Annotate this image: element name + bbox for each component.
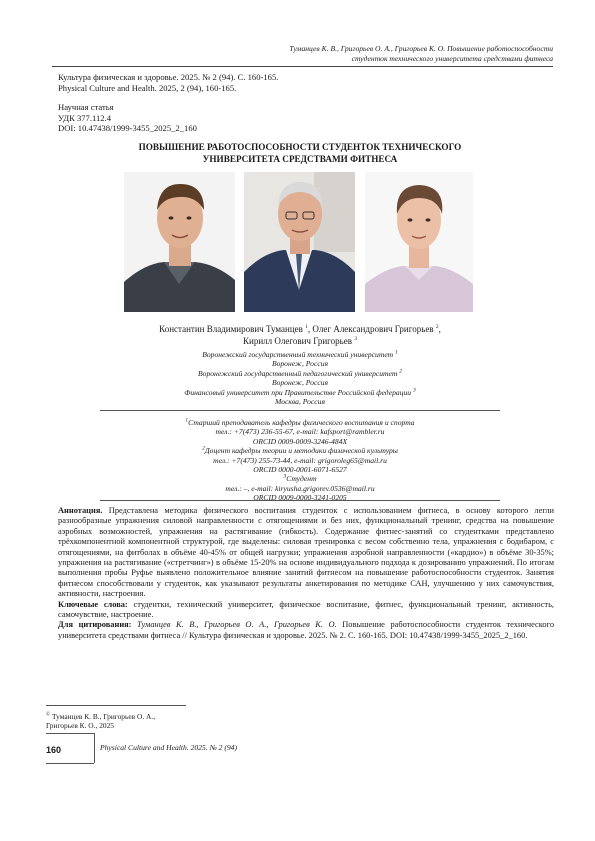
footer-journal: Physical Culture and Health. 2025. № 2 (94) <box>100 743 238 752</box>
title-line2: УНИВЕРСИТЕТА СРЕДСТВАМИ ФИТНЕСА <box>202 153 398 164</box>
contact-1-tel: тел.: +7(473) 236-55-67, e-mail: kafsport@rambler.ru <box>215 427 385 437</box>
running-header-line2: студенток технического университета средствами фитнеса <box>351 54 553 63</box>
contact-2-orcid: ORCID 0000-0001-6071-6527 <box>253 465 347 475</box>
copyright-footnote: © Туманцев К. В., Григорьев О. А., Григорьев К. О., 2025 <box>46 711 156 731</box>
article-title <box>90 142 510 165</box>
abstract-label: Аннотация. <box>58 506 103 515</box>
contact-2-tel: тел.: +7(473) 255-73-44, e-mail: grigoroleg65@mail.ru <box>213 455 387 465</box>
affiliation-2-city: Воронеж, Россия <box>271 378 329 388</box>
author-photo-2 <box>244 172 355 312</box>
citation-block <box>58 72 278 93</box>
contact-1-orcid: ORCID 0009-0009-3246-484X <box>252 436 348 446</box>
article-meta <box>58 102 197 134</box>
journal-ru: Культура физическая и здоровье. 2025. № 2 (94). С. 160-165. <box>58 72 279 82</box>
affiliation-rule <box>100 410 500 411</box>
affiliation-1-city: Воронеж, Россия <box>271 359 329 369</box>
title-line1: ПОВЫШЕНИЕ РАБОТОСПОСОБНОСТИ СТУДЕНТОК ТЕХНИЧЕСКОГО <box>138 142 462 152</box>
udk: УДК 377.112.4 <box>58 112 112 123</box>
affiliation-1: Воронежский государственный технический университет $^1$ <box>202 349 398 359</box>
citation-text: Повышение работоспособности студенток технического университета средствами фитнеса // Культура физическая и здоровье. 2025. № 2. С. 160-165. DOI: 10.47438/1999-3455_2025_2_160. <box>58 620 555 640</box>
header-rule <box>52 66 553 67</box>
running-header-line1: Туманцев К. В., Григорьев О. А., Григорьев К. О. Повышение работоспособности <box>289 44 553 53</box>
author-contacts <box>100 418 500 503</box>
abstract-text: Представлена методика физического воспитания студенток с использованием фитнеса, в основу которого легли разнообразные упражнения силовой направленности с отягощениями и без них, функциональный тренинг, средства на повышение аэробных возможностей, упражнения на растягивание (гибкость). Содержание фитнес-занятий со студентками представлено трёхкомпонентной компонентной структурой, где выделены: силовая тренировка с весом собственно тела, упражнения с бодибаром, с отягощениями, на фитболах в объёме 40-45% от общей нагрузки; упражнения аэробной направленности («кардио») в объёме 30-35%; упражнения на растягивание («стретчинг») в объёме 15-20% на основе индивидуального подхода к дозированию упражнений. По итогам выполнения пробы Руфье выявлено положительное влияние занятий фитнесом на повышение работоспособности студенток. Занятия фитнесом способствовали у студенток, как указывают результаты анкетирования по методике САН, улучшению у них самочувствия, активности, настроения. <box>58 506 554 599</box>
author-3: Кирилл Олегович Григорьев <box>243 336 352 346</box>
author-1-sup: 1 <box>305 324 308 330</box>
affiliations <box>110 350 490 406</box>
footer-rule-bottom <box>46 763 94 764</box>
author-photo-1 <box>124 172 235 312</box>
affiliation-2: Воронежский государственный педагогический университет $^2$ <box>198 368 402 378</box>
article-type: Научная статья <box>58 102 114 112</box>
keywords-label: Ключевые слова: <box>58 599 128 609</box>
copyright-icon: © <box>46 711 51 718</box>
affiliation-3-city: Москва, Россия <box>274 397 325 407</box>
journal-en: Physical Culture and Health. 2025, 2 (94), 160-165. <box>58 82 237 93</box>
footnote-rule <box>46 705 186 706</box>
affiliation-3: Финансовый университет при Правительстве Российской федерации $^3$ <box>184 387 416 397</box>
author-3-sup: 3 <box>354 336 357 342</box>
contact-3-tel: тел.: –, e-mail: kiryusha.grigorev.0536@mail.ru <box>225 483 375 493</box>
keywords <box>58 600 554 621</box>
keywords-text: студентки, технический университет, физическое воспитание, фитнес, функциональный тренинг, активность, самочувствие, настроение. <box>58 599 555 620</box>
running-header <box>133 44 553 64</box>
citation <box>58 620 554 641</box>
author-2: Олег Александрович Григорьев <box>312 324 434 334</box>
author-separator: , <box>307 324 313 334</box>
abstract-block <box>58 506 554 641</box>
author-2-sup: 2 <box>435 324 439 330</box>
contact-2-role: $^2$Доцент кафедры теории и методики физической культуры <box>202 445 398 456</box>
doi: DOI: 10.47438/1999-3455_2025_2_160 <box>58 123 197 133</box>
author-photo-3 <box>365 172 473 312</box>
authors <box>90 323 510 347</box>
author-separator: , <box>438 324 441 334</box>
contact-1-role: $^1$Старший преподаватель кафедры физического воспитания и спорта <box>185 417 415 427</box>
contacts-rule <box>100 500 500 501</box>
contact-3-orcid: ORCID 0009-0000-3241-0205 <box>253 493 347 503</box>
author-1: Константин Владимирович Туманцев <box>159 324 303 334</box>
footer-rule <box>46 733 94 734</box>
citation-authors: Туманцев К. В., Григорьев О. А., Григорьев К. О. <box>131 620 337 630</box>
footer-divider <box>94 733 95 763</box>
citation-label: Для цитирования: <box>58 620 132 630</box>
contact-3-role: $^3$Студент <box>283 473 317 484</box>
abstract <box>58 506 554 600</box>
page-number: 160 <box>46 745 62 755</box>
